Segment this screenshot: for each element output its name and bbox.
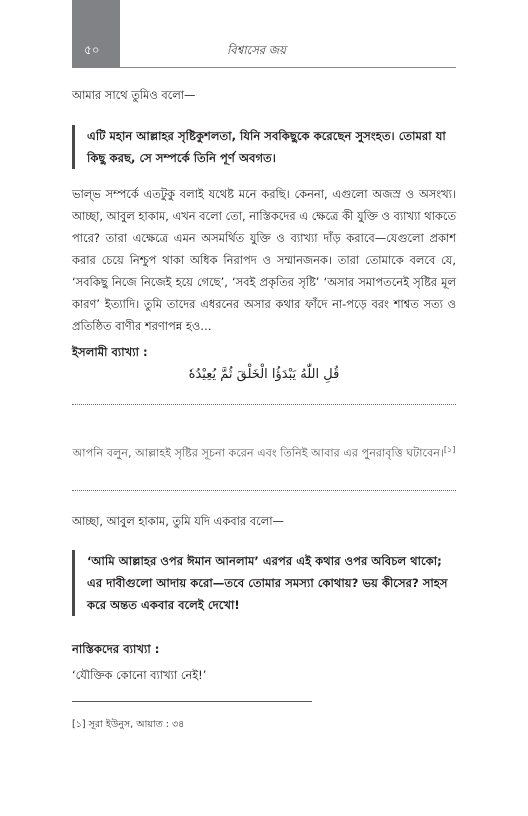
quote-block-2: ‘আমি আল্লাহর ওপর ঈমান আনলাম’ এরপর এই কথার ওপর অবিচল থাকো; এর দাবীগুলো আদায় করো—তবে তোমার সমস্যা কোথায়? ভয় কীসের? সাহস করে অন্তত একবার বলেই দেখো! xyxy=(72,550,456,616)
quote-block-1: এটি মহান আল্লাহর সৃষ্টিকুশলতা, যিনি সবকিছুকে করেছেন সুসংহত। তোমরা যা কিছু করছ, সে সম্পর্কে তিনি পূর্ণ অবগত। xyxy=(72,125,456,169)
islamic-explanation-heading: ইসলামী ব্যাখ্যা : xyxy=(72,345,148,359)
atheist-answer: ‘যৌক্তিক কোনো ব্যাখ্যা নেই!’ xyxy=(72,668,207,682)
atheist-explanation-heading: নাস্তিকদের ব্যাখ্যা : xyxy=(72,642,160,656)
page-number: ৫০ xyxy=(84,43,100,57)
header-rule xyxy=(120,67,456,68)
verse-translation xyxy=(72,440,456,464)
footnote-rule xyxy=(72,701,312,702)
dotted-rule-top xyxy=(72,404,456,405)
running-title: বিশ্বাসের জয় xyxy=(227,43,286,57)
arabic-verse: قُلِ اللّٰهُ يَبْدَؤُا الْخَلْقَ ثُمَّ يُعِيْدُهٗ xyxy=(188,367,340,382)
translation-text: আপনি বলুন, আল্লাহই সৃষ্টির সূচনা করেন এবং তিনিই আবার এর পুনরাবৃত্তি ঘটাবেন। xyxy=(72,446,444,460)
dotted-rule-bottom xyxy=(72,490,456,491)
body-paragraph: ভাল্ভ সম্পর্কে এতটুকু বলাই যথেষ্ট মনে করছি। কেননা, এগুলো অজস্র ও অসংখ্য। আচ্ছা, আবুল হাকাম, এখন বলো তো, নাস্তিকদের এ ক্ষেত্রে কী যুক্তি ও ব্যাখ্যা থাকতে পারে? তারা এক্ষেত্রে এমন অসমর্থিত যুক্তি ও ব্যাখ্যা দাঁড় করাবে—যেগুলো প্রকাশ করার চেয়ে নিশ্চুপ থাকা অধিক নিরাপদ ও সম্মানজনক। তারা তোমাকে বলবে যে, ‘সবকিছু নিজে নিজেই হয়ে গেছে’, ‘সবই প্রকৃতির সৃষ্টি’ ‘অসার সমাপতনেই সৃষ্টির মূল কারণ’ ইত্যাদি। তুমি তাদের এধরনের অসার কথার ফাঁদে না-পড়ে বরং শাশ্বত সত্য ও প্রতিষ্ঠিত বাণীর শরণাপন্ন হও… xyxy=(72,187,456,333)
footnote-reference: [১] xyxy=(443,445,456,454)
second-line: আচ্ছা, আবুল হাকাম, তুমি যদি একবার বলো— xyxy=(72,514,284,528)
footnote: [১] সূরা ইউনুস, আয়াত : ৩৪ xyxy=(72,719,185,730)
intro-line: আমার সাথে তুমিও বলো— xyxy=(72,88,196,102)
